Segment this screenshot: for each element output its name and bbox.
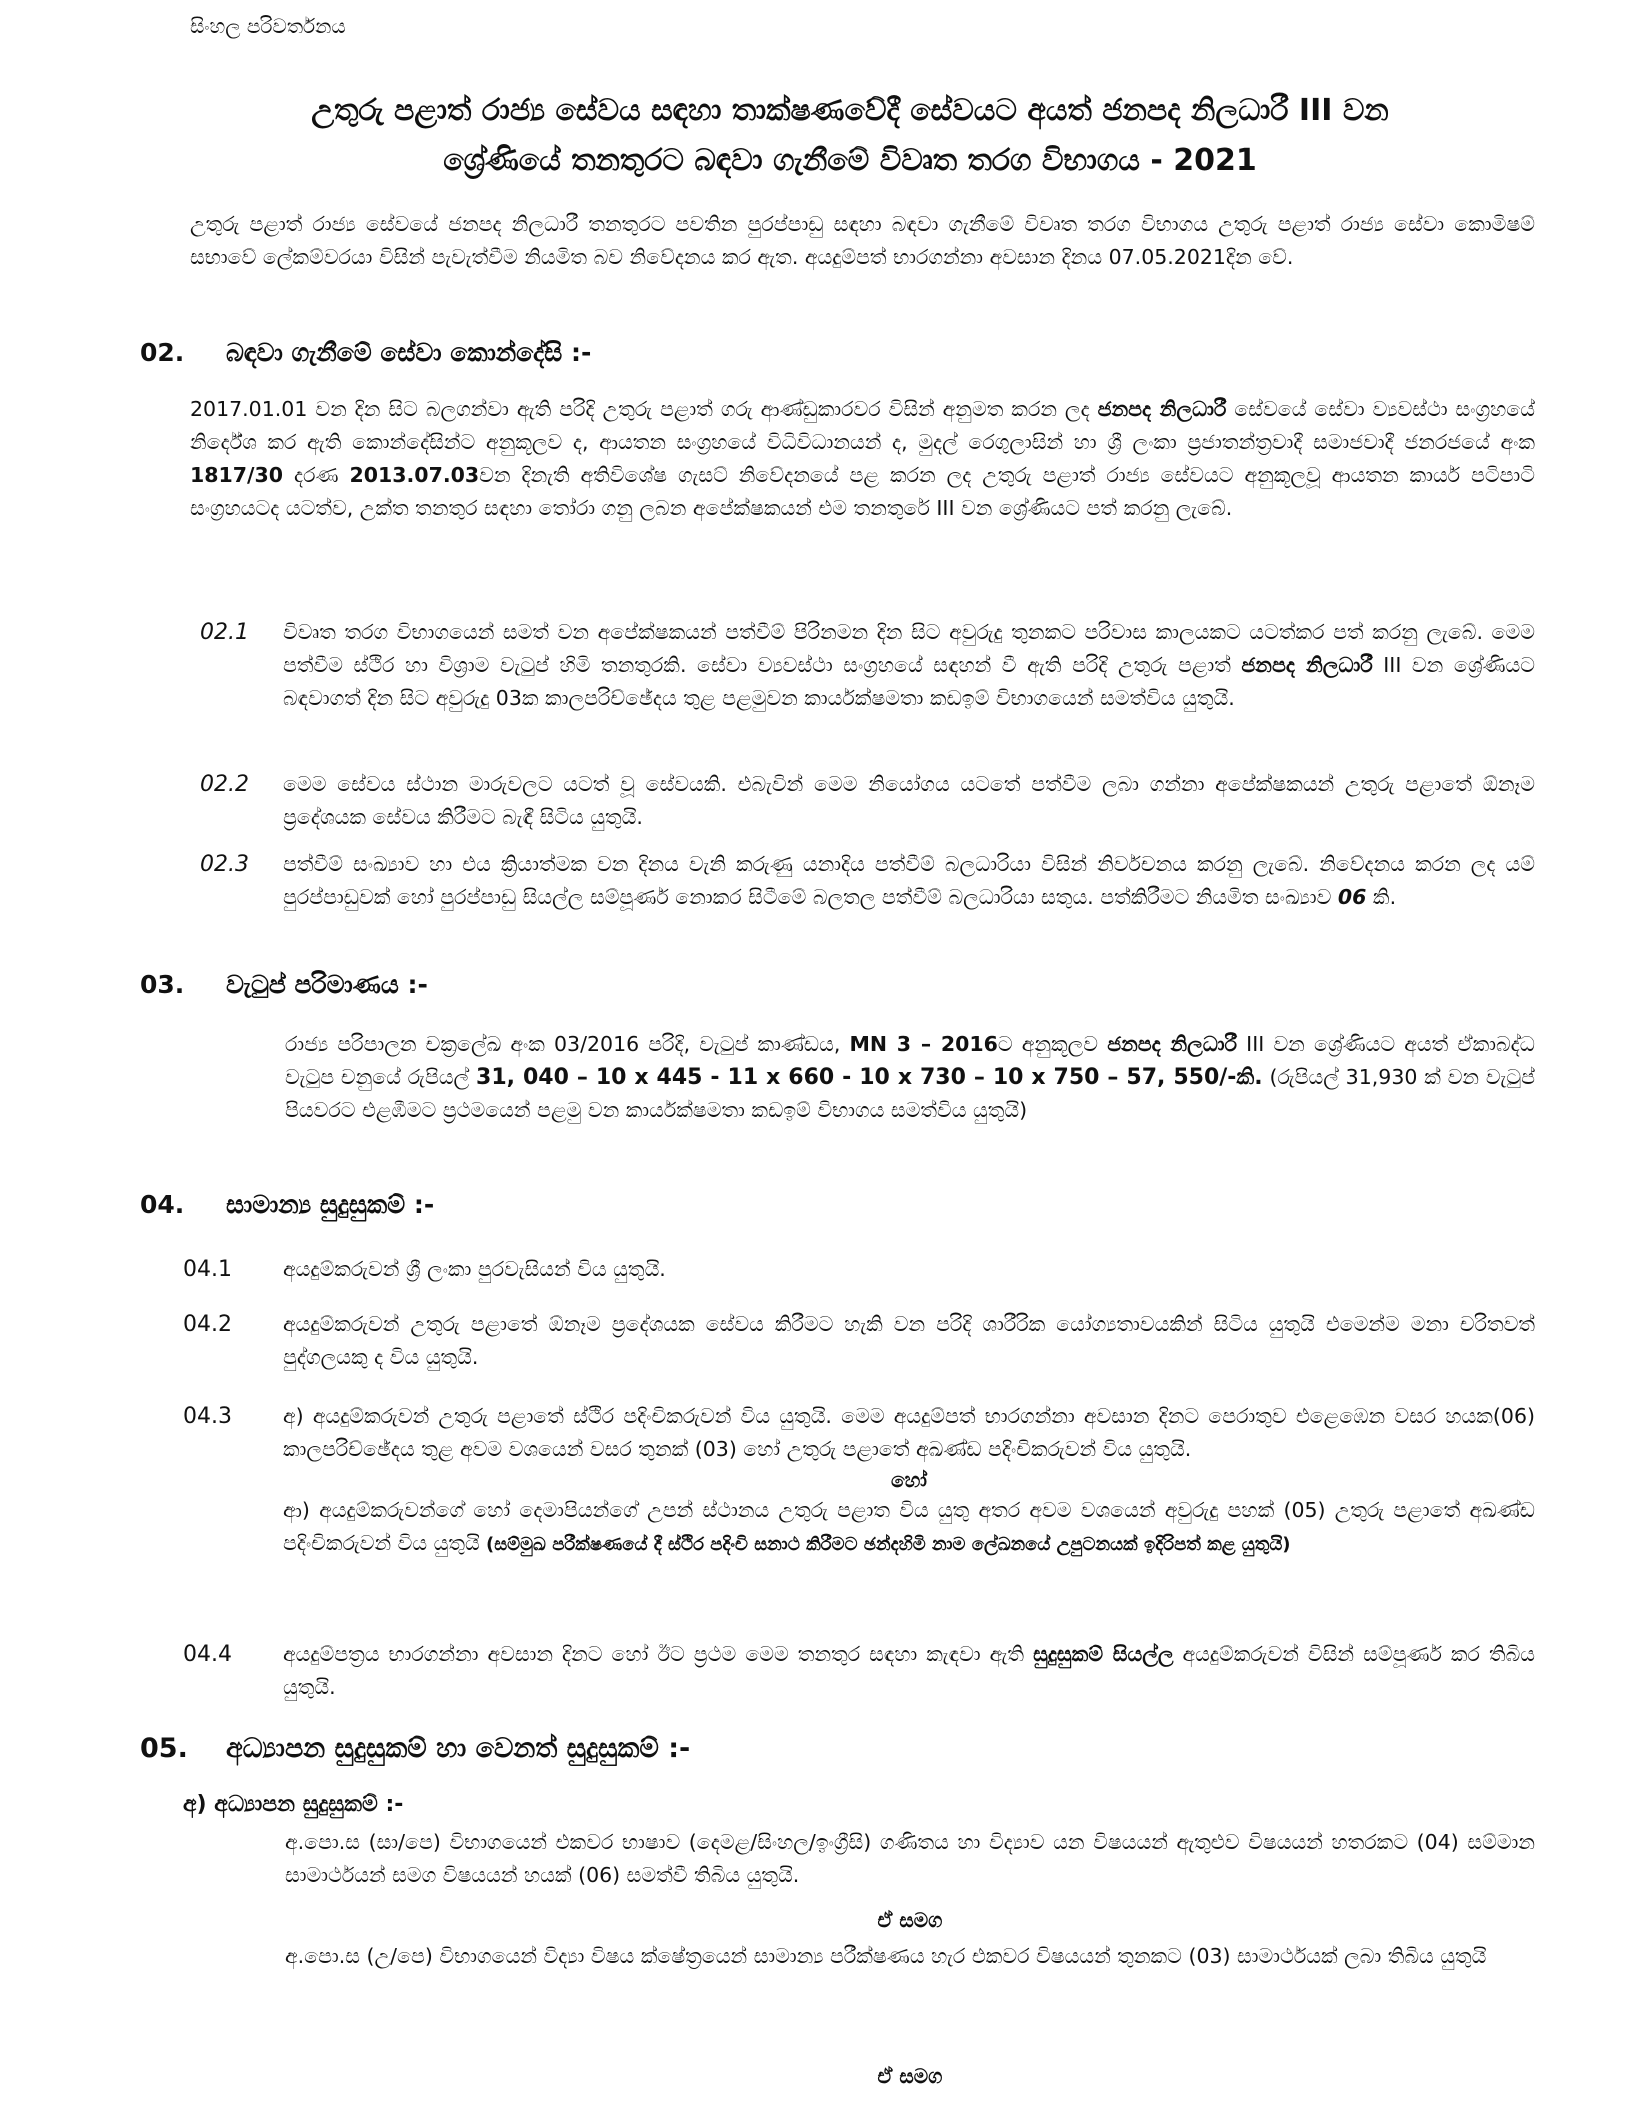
bold-run: MN 3 – 2016 <box>849 1032 998 1056</box>
section-05-heading <box>140 1732 690 1766</box>
clause-02-1 <box>200 616 1535 756</box>
text-run: 2017.01.01 වන දින සිට බලගන්වා ඇති පරිදි උතුරු පළාත් ගරු ආණ්ඩුකාරවර විසින් අනුමත කරන ලද <box>190 397 1090 421</box>
bold-run: 06 <box>1337 885 1367 909</box>
clause-text: අයදුම්කරුවන් ශ්‍රී ලංකා පුරවැසියන් විය යුතුයි. <box>283 1257 666 1281</box>
option-b <box>283 1494 1535 1561</box>
text-run: සේවයේ සේවා ව්‍යවස්ථා සංග්‍රහයේ නිර්දේශ කර ඇති කොන්දේසින්ට අනුකූලව ද, ආයතන සංග්‍රහයේ විධිවිධානයන් ද, මුදල් රෙගුලාසින් හා ශ්‍රී ලංකා ප්‍රජාතන්ත්‍රවාදී සමාජවාදී ජනරජයේ අංක <box>190 397 1535 454</box>
section-02-heading <box>140 336 591 370</box>
section-03-body <box>285 1028 1535 1127</box>
text-run: පත්වීම් සංඛ්‍යාව හා එය ක්‍රියාත්මක වන දිනය වැනි කරුණු යනාදිය පත්වීම් බලධාරියා විසින් නිර්වචනය කරනු ලැබේ. නිවේදනය කරන ලද යම් පුරප්පාඩුවක් හෝ පුරප්පාඩු සියල්ල සම්පූර්ණ නොකර සිටීමේ බලතල පත්වීම් බලධාරියා සතුය. පත්කිරීමට නියමිත සංඛ්‍යාව <box>283 852 1535 909</box>
clause-text <box>283 848 1535 914</box>
clause-04-2 <box>183 1308 1535 1378</box>
clause-number: 02.1 <box>200 620 249 645</box>
clause-02-2 <box>200 768 1535 840</box>
text-run: ට අනුකූලව <box>997 1032 1099 1056</box>
text-run: වන දිනැති අතිවිශේෂ ගැසට් නිවේදනයේ පළ කරන ලද උතුරු පළාත් රාජ්‍ය සේවයට අනුකූලවූ ආයතන කාර්ය පටිපාටි සංග්‍රහයටද යටත්ව, උක්ත තනතුර සඳහා තෝරා ගනු ලබන අපේක්ෂකයන් එම තනතුරේ III වන ශ්‍රේණියට පත් කරනු ලැබේ. <box>190 463 1535 520</box>
bold-run: සුදුසුකම් සියල්ල <box>1033 1642 1174 1666</box>
text-run: III වන ශ්‍රේණියට බඳවාගත් දින සිට අවුරුදු 03ක කාලපරිච්ඡේදය තුළ පළමුවන කාර්යක්ෂමතා කඩඉම් විභාගයෙන් සමත්විය යුතුයි. <box>283 653 1535 710</box>
text-run: රාජ්‍ය පරිපාලන චක්‍රලේඛ අංක 03/2016 පරිදි, වැටුප් කාණ්ඩය, <box>285 1032 841 1056</box>
text-run: (රුපියල් 31,930 ක් වන වැටුප් පියවරට එළඹීමට ප්‍රථමයෙන් පළමු වන කාර්යක්ෂමතා කඩඉම් විභාගය සමත්විය යුතුයි) <box>285 1065 1535 1122</box>
title-line-1: උතුරු පළාත් රාජ්‍ය සේවය සඳහා තාක්ෂණවේදී සේවයට අයත් ජනපද නිලධාරී III වන <box>311 93 1389 128</box>
header-note: සිංහල පරිවර්තනය <box>190 14 346 38</box>
bold-run: 1817/30 <box>190 463 284 487</box>
section-title: අධ්‍යාපන සුදුසුකම් හා වෙනත් සුදුසුකම් :- <box>226 1733 691 1764</box>
section-number: 04. <box>140 1190 185 1219</box>
text-run: දරණ <box>283 463 339 487</box>
salary-scale: 31, 040 – 10 x 445 - 11 x 660 - 10 x 730 – 10 x 750 – 57, 550/-කි. <box>476 1065 1263 1090</box>
or-separator: හෝ <box>891 1468 927 1492</box>
subsection-title: අ) අධ්‍යාපන සුදුසුකම් :- <box>183 1792 404 1817</box>
clause-04-1 <box>183 1253 1535 1293</box>
section-03-heading <box>140 968 428 1002</box>
clause-number: 02.2 <box>200 772 249 797</box>
clause-text <box>283 1400 1535 1561</box>
clause-text: අයදුම්කරුවන් උතුරු පළාතේ ඕනෑම ප්‍රදේශයක සේවය කිරීමට හැකි වන පරිදි ශාරීරික යෝග්‍යතාවයකින් සිටිය යුතුයි එමෙන්ම මනා චරිතවත් පුද්ගලයකු ද විය යුතුයි. <box>283 1312 1535 1369</box>
clause-04-4 <box>183 1638 1535 1708</box>
clause-text: මෙම සේවය ස්ථාන මාරුවලට යටත් වූ සේවයකි. එබැවින් මෙම නියෝගය යටතේ පත්වීම ලබා ගන්නා අපේක්ෂකයන් උතුරු පළාතේ ඕනෑම ප්‍රදේශයක සේවය කිරීමට බැඳී සිටිය යුතුයි. <box>283 772 1535 829</box>
section-title: වැටුප් පරිමාණය :- <box>226 970 428 999</box>
document-title <box>160 86 1540 186</box>
text-run: III වන ශ්‍රේණියට අයත් ඒකාබද්ධ වැටුප චනුයේ රුපියල් <box>285 1032 1535 1089</box>
text-run: විවෘත තරග විභාගයෙන් සමත් වන අපේක්ෂකයන් පත්වීම් පිරිනමන දින සිට අවුරුදු තුනකට පරිවාස කාලයකට යටත්කර පත් කරනු ලැබේ. මෙම පත්වීම ස්ථිර හා විශ්‍රාම වැටුප් හිමි තනතුරකි. සේවා ව්‍යවස්ථා සංග්‍රහයේ සඳහන් වී ඇති පරිදි උතුරු පළාත් <box>283 620 1535 677</box>
bold-run: ජනපද නිලධාරී <box>1097 397 1227 421</box>
clause-number: 04.2 <box>183 1312 232 1337</box>
section-number: 02. <box>140 338 185 367</box>
and-separator: ඒ සමග <box>877 1908 943 1932</box>
bold-note: (සම්මුඛ පරීක්ෂණයේ දී ස්ථිර පදිංචි සනාථ කිරීමට ඡන්දහිමි නාම ලේඛනයේ උපුටනයක් ඉදිරිපත් කළ යුතුයි) <box>479 1534 1291 1555</box>
and-separator: ඒ සමග <box>877 2064 943 2088</box>
option-a: අ) අයදුම්කරුවන් උතුරු පළාතේ ස්ථිර පදිංචිකරුවන් විය යුතුයි. මෙම අයදුම්පත් භාරගන්නා අවසාන දිනට පෙරාතුව එළෙඹෙන වසර හයක(06) කාලපරිච්ඡේදය තුළ අවම වශයෙන් වසර තුනක් (03) හෝ උතුරු පළාතේ අඛණ්ඩ පදිංචිකරුවන් විය යුතුයි. <box>283 1404 1535 1461</box>
clause-number: 04.1 <box>183 1257 232 1282</box>
text-run: ආ) අයදුම්කරුවන්ගේ හෝ දෙමාපියන්ගේ උපන් ස්ථානය උතුරු පළාත විය යුතු අතර අවම වශයෙන් අවුරුදු පහක් (05) උතුරු පළාතේ අඛණ්ඩ පදිංචිකරුවන් විය යුතුයි <box>283 1498 1535 1555</box>
clause-text <box>283 1638 1535 1704</box>
clause-number: 04.3 <box>183 1404 232 1429</box>
education-requirement-al: අ.පො.ස (උ/පෙ) විභාගයෙන් විද්‍යා විෂය ක්ෂේත්‍රයෙන් සාමාන්‍ය පරීක්ෂණය හැර එකවර විෂයයන් තුනකට (03) සාමාර්ථයක් ලබා තිබිය යුතුයි <box>285 1944 1487 1968</box>
section-number: 05. <box>140 1733 188 1764</box>
section-04-heading <box>140 1188 434 1222</box>
section-02-body <box>190 393 1535 525</box>
clause-number: 04.4 <box>183 1642 232 1667</box>
clause-04-3 <box>183 1400 1535 1630</box>
intro-paragraph: උතුරු පළාත් රාජ්‍ය සේවයේ ජනපද නිලධාරී තනතුරට පවතින පුරප්පාඩු සඳහා බඳවා ගැනීමේ විවෘත තරග විභාගය උතුරු පළාත් රාජ්‍ය සේවා කොමිෂම් සභාවේ ලේකම්වරයා විසින් පැවැත්වීම නියමිත බව නිවේදනය කර ඇත. අයදුම්පත් භාරගන්නා අවසාන දිනය 07.05.2021දින වේ. <box>190 212 1535 269</box>
education-requirement-ol: අ.පො.ස (සා/පෙ) විභාගයෙන් එකවර භාෂාව (දෙමළ/සිංහල/ඉංග්‍රීසි) ගණිතය හා විද්‍යාව යන විෂයයන් ඇතුළුව විෂයයන් හතරකට (04) සම්මාන සාමාර්ථයන් සමග විෂයයන් හයක් (06) සමත්වී තිබිය යුතුයි. <box>285 1830 1535 1887</box>
title-line-2: ශ්‍රේණියේ තනතුරට බඳවා ගැනීමේ විවෘත තරග විභාගය - 2021 <box>443 143 1257 178</box>
text-run: අයදුම්කරුවන් විසින් සම්පූර්ණ කර තිබිය යුතුයි. <box>283 1642 1535 1699</box>
bold-run: 2013.07.03 <box>349 463 480 487</box>
section-number: 03. <box>140 970 185 999</box>
clause-02-3 <box>200 848 1535 958</box>
text-run: කි. <box>1366 885 1397 909</box>
bold-run: ජනපද නිලධාරී <box>1107 1032 1238 1056</box>
section-title: සාමාන්‍ය සුදුසුකම් :- <box>226 1190 435 1219</box>
clause-number: 02.3 <box>200 852 249 877</box>
section-title: බඳවා ගැනීමේ සේවා කොන්දේසි :- <box>226 338 592 367</box>
bold-run: ජනපද නිලධාරී <box>1241 653 1373 677</box>
text-run: අයදුම්පත්‍රය භාරගන්නා අවසාන දිනට හෝ ඊට ප්‍රථම මෙම තනතුර සඳහා කැඳවා ඇති <box>283 1642 1025 1666</box>
clause-text <box>283 616 1535 715</box>
